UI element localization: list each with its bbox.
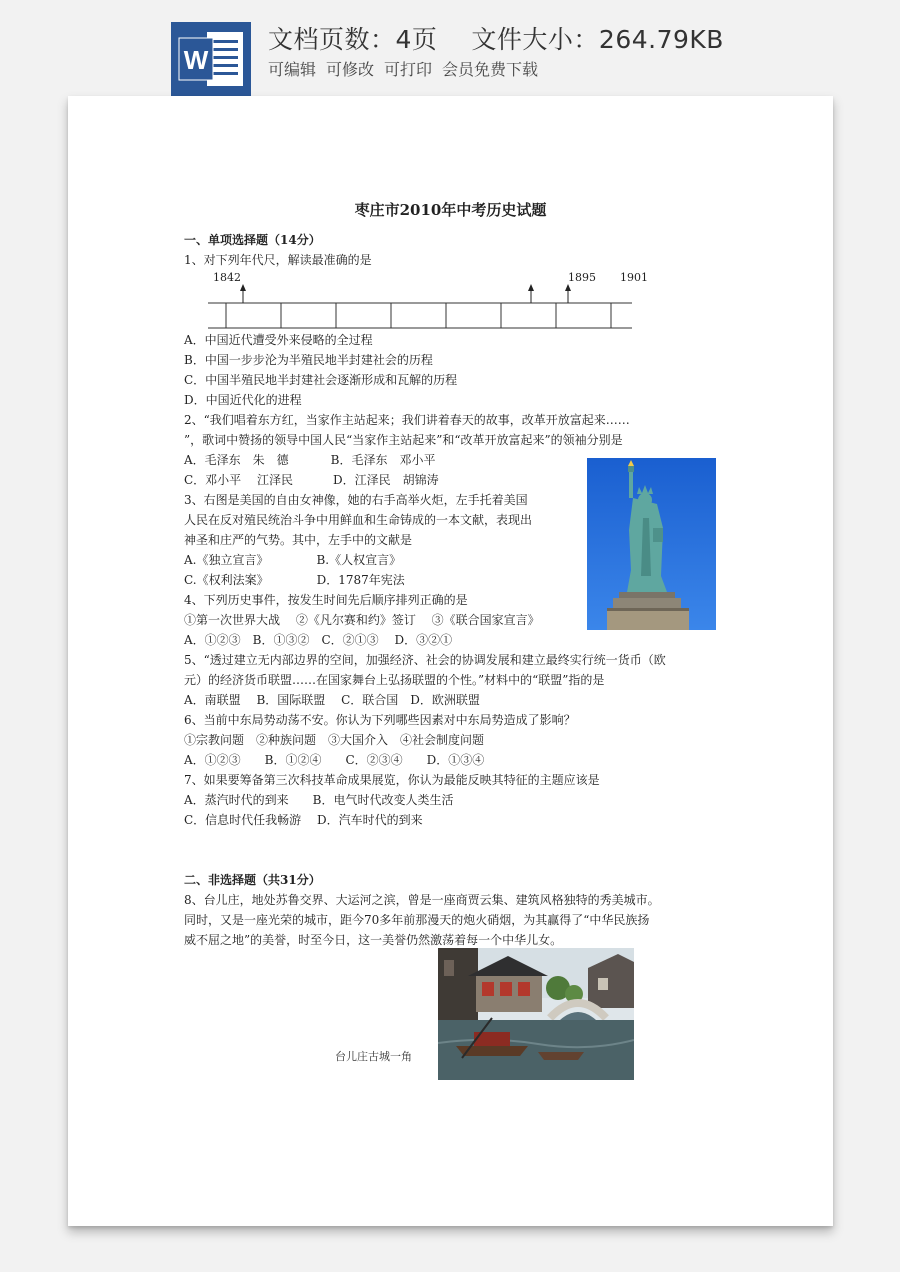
question-2-option-d: D．江泽民 胡锦涛 bbox=[333, 473, 439, 487]
timeline-label-1895: 1895 bbox=[568, 271, 596, 284]
question-8-line-3: 威不屈之地”的美誉，时至今日，这一美誉仍然激荡着每一个中华儿女。 bbox=[184, 933, 563, 947]
question-7-options-ab: A．蒸汽时代的到来 B．电气时代改变人类生活 bbox=[184, 793, 454, 807]
question-4-options: A．①②③ B．①③② C．②①③ D．③②① bbox=[184, 633, 453, 647]
question-2-options-cd bbox=[184, 472, 439, 488]
question-1-option-d: D．中国近代化的进程 bbox=[184, 393, 302, 407]
question-1-option-c: C．中国半殖民地半封建社会逐渐形成和瓦解的历程 bbox=[184, 373, 458, 387]
question-6-stem: 6、当前中东局势动荡不安。你认为下列哪些因素对中东局势造成了影响？ bbox=[184, 713, 576, 727]
question-1-stem: 1、对下列年代尺，解读最准确的是 bbox=[184, 253, 372, 267]
question-3-options-cd bbox=[184, 572, 405, 588]
file-size: 文件大小：264.79KB bbox=[471, 25, 724, 54]
statue-of-liberty-image bbox=[587, 458, 716, 630]
question-2-option-a: A．毛泽东 朱 德 bbox=[184, 453, 289, 467]
question-2-line-1: 2、“我们唱着东方红，当家作主站起来；我们讲着春天的故事，改革开放富起来…… bbox=[184, 413, 630, 427]
banner-file-info bbox=[268, 20, 758, 56]
question-2-option-c: C．邓小平 江泽民 bbox=[184, 473, 293, 487]
feature-member-download[interactable]: 会员免费下载 bbox=[442, 60, 539, 79]
feature-editable: 可编辑 bbox=[268, 60, 317, 79]
timeline-ruler bbox=[208, 283, 638, 331]
question-3-option-b: B.《人权宣言》 bbox=[316, 553, 402, 567]
question-5-line-2: 元）的经济货币联盟……在国家舞台上弘扬联盟的个性。”材料中的“联盟”指的是 bbox=[184, 673, 605, 687]
svg-text:W: W bbox=[183, 45, 209, 75]
question-5-options: A．南联盟 B．国际联盟 C．联合国 D．欧洲联盟 bbox=[184, 693, 480, 707]
timeline-label-1842: 1842 bbox=[213, 271, 241, 284]
question-1-option-a: A．中国近代遭受外来侵略的全过程 bbox=[184, 333, 373, 347]
question-4-events: ①第一次世界大战 ②《凡尔赛和约》签订 ③《联合国家宣言》 bbox=[184, 613, 540, 627]
feature-modifiable: 可修改 bbox=[326, 60, 375, 79]
document-page bbox=[68, 96, 833, 1226]
year-timeline bbox=[208, 271, 648, 331]
page-count: 文档页数：4页 bbox=[268, 25, 438, 54]
taierzhuang-ancient-town-image bbox=[438, 948, 634, 1080]
question-8-line-2: 同时，又是一座光荣的城市，距今70多年前那漫天的炮火硝烟，为其赢得了“中华民族扬 bbox=[184, 913, 650, 927]
question-2-options-ab bbox=[184, 452, 436, 468]
question-2-option-b: B．毛泽东 邓小平 bbox=[330, 453, 436, 467]
question-6-factors: ①宗教问题 ②种族问题 ③大国介入 ④社会制度问题 bbox=[184, 733, 485, 747]
question-3-line-1: 3、右图是美国的自由女神像，她的右手高举火炬，左手托着美国 bbox=[184, 493, 528, 507]
question-3-option-a: A.《独立宣言》 bbox=[184, 553, 269, 567]
timeline-label-1901: 1901 bbox=[620, 271, 648, 284]
feature-printable: 可打印 bbox=[384, 60, 433, 79]
page-title: 枣庄市2010年中考历史试题 bbox=[354, 201, 547, 219]
question-3-option-d: D．1787年宪法 bbox=[316, 573, 405, 587]
question-3-options-ab bbox=[184, 552, 401, 568]
question-8-line-1: 8、台儿庄，地处苏鲁交界、大运河之滨，曾是一座商贾云集、建筑风格独特的秀美城市。 bbox=[184, 893, 660, 907]
question-1-option-b: B．中国一步步沦为半殖民地半封建社会的历程 bbox=[184, 353, 433, 367]
question-3-line-3: 神圣和庄严的气势。其中，左手中的文献是 bbox=[184, 533, 413, 547]
download-banner bbox=[0, 0, 900, 96]
question-7-stem: 7、如果要筹备第三次科技革命成果展览，你认为最能反映其特征的主题应该是 bbox=[184, 773, 600, 787]
question-4-stem: 4、下列历史事件，按发生时间先后顺序排列正确的是 bbox=[184, 593, 468, 607]
banner-features bbox=[268, 57, 548, 80]
question-7-options-cd: C．信息时代任我畅游 D．汽车时代的到来 bbox=[184, 813, 423, 827]
word-doc-icon bbox=[171, 22, 251, 96]
question-6-options: A．①②③ B．①②④ C．②③④ D．①③④ bbox=[184, 753, 485, 767]
image-caption: 台儿庄古城一角 bbox=[335, 1050, 412, 1063]
question-2-line-2: ”，歌词中赞扬的领导中国人民“当家作主站起来”和“改革开放富起来”的领袖分别是 bbox=[184, 433, 623, 447]
question-5-line-1: 5、“透过建立无内部边界的空间，加强经济、社会的协调发展和建立最终实行统一货币（欧 bbox=[184, 653, 666, 667]
question-3-line-2: 人民在反对殖民统治斗争中用鲜血和生命铸成的一本文献，表现出 bbox=[184, 513, 533, 527]
section-heading-2: 二、非选择题（共31分） bbox=[184, 873, 321, 887]
question-3-option-c: C.《权利法案》 bbox=[184, 573, 269, 587]
section-heading: 一、单项选择题（14分） bbox=[184, 233, 321, 247]
